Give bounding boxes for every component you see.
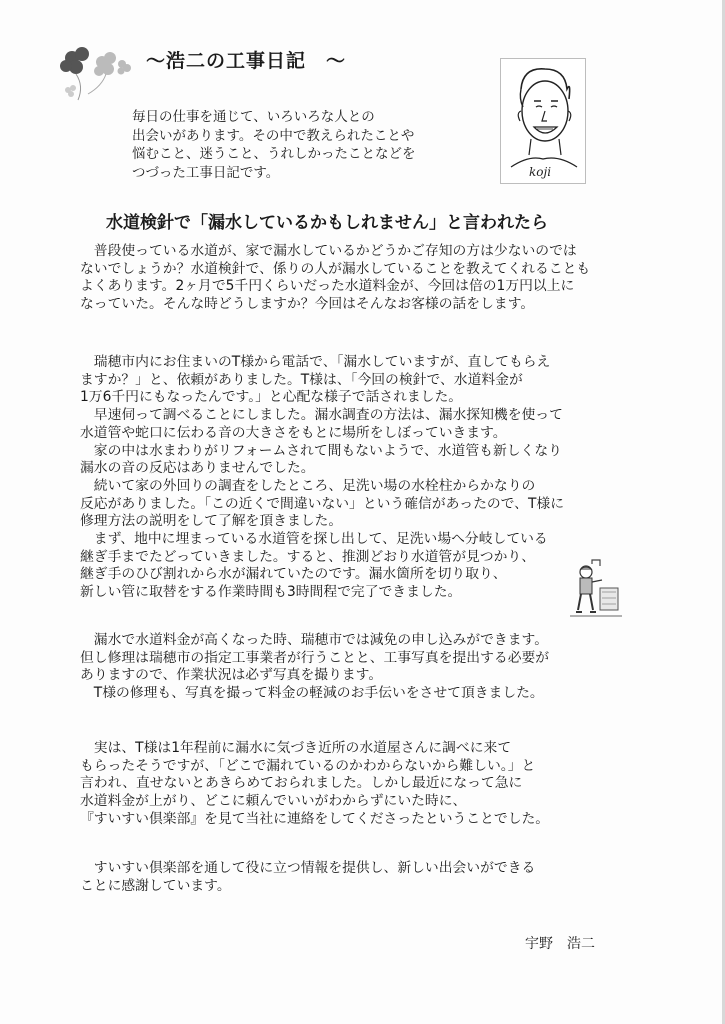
author-portrait	[500, 58, 586, 184]
worker-illustration-icon	[568, 558, 624, 620]
article-paragraph: 実は、T様は1年程前に漏水に気づき近所の水道屋さんに調べに来て もらったそうですが、「どこで漏れているのかわからないから難しい。」と 言われ、直せないとあきらめておられました。しかし最近になって急に 水道料金が上がり、どこに頼んでいいがわからずにいた時に、 『すいすい倶楽部』を見て当社に連絡をしてくださったということでした。	[80, 740, 550, 827]
article-headline: 水道検針で「漏水しているかもしれません」と言われたら	[106, 213, 548, 233]
article-paragraph: 普段使っている水道が、家で漏水しているかどうかご存知の方は少ないのでは ないでしょうか？水道検針で、係りの人が漏水していることを教えてくれることも よくあります。2ヶ月で5千円くらいだった水道料金が、今回は倍の1万円以上に なっていた。そんな時どうしますか？今回はそんなお客様の話をします。	[80, 243, 591, 313]
article-paragraph: 漏水で水道料金が高くなった時、瑞穂市では減免の申し込みができます。 但し修理は瑞穂市の指定工事業者が行うことと、工事写真を提出する必要が ありますので、作業状況は必ず写真を撮ります。 T様の修理も、写真を撮って料金の軽減のお手伝いをさせて頂きました。	[80, 632, 550, 702]
portrait-sketch-icon	[501, 59, 585, 183]
intro-text: 毎日の仕事を通じて、いろいろな人との 出会いがあります。その中で教えられたことや 悩むこと、迷うこと、うれしかったことなどを つづった工事日記です。	[132, 109, 416, 181]
article-paragraph: すいすい倶楽部を通して役に立つ情報を提供し、新しい出会いができる ことに感謝しています。	[80, 860, 536, 894]
clover-flower-icon	[58, 44, 138, 102]
portrait-caption: koji	[529, 165, 552, 179]
author-signature: 宇野 浩二	[525, 936, 595, 952]
page-title: ～浩二の工事日記 ～	[146, 50, 347, 72]
article-paragraph: 瑞穂市内にお住まいのT様から電話で、「漏水していますが、直してもらえ ますか？」と、依頼がありました。T様は、「今回の検針で、水道料金が 1万6千円にもなったんです。」と心配な様子で話されました。 早速伺って調べることにしました。漏水調査の方法は、漏水探知機を使って 水道管や蛇口に伝わる音の大きさをもとに場所をしぼっていきます。 家の中は水まわりがリフォームされて間もないようで、水道管も新しくなり 漏水の音の反応はありませんでした。 続いて家の外回りの調査をしたところ、足洗い場の水栓柱からかなりの 反応がありました。「この近くで間違いない」という確信があったので、T様に 修理方法の説明をして了解を頂きました。 まず、地中に埋まっている水道管を探し出して、足洗い場へ分岐している 継ぎ手までたどっていきました。すると、推測どおり水道管が見つかり、 継ぎ手のひび割れから水が漏れていたのです。漏水箇所を切り取り、 新しい管に取替をする作業時間も3時間程で完了できました。	[80, 354, 565, 601]
